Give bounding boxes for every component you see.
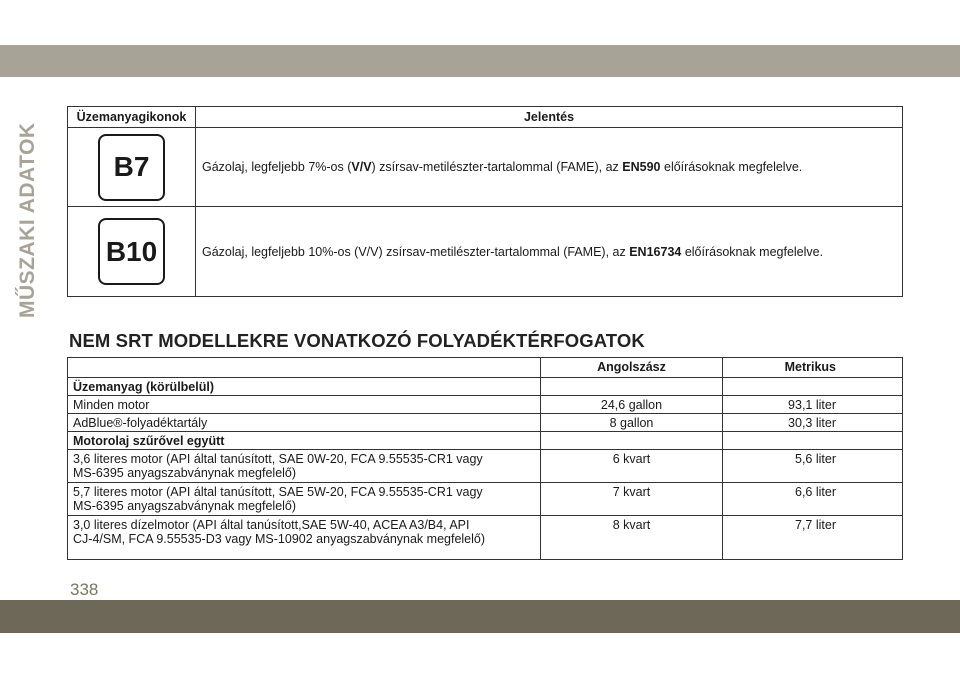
- table-row: 3,0 literes dízelmotor (API által tanúsított,SAE 5W-40, ACEA A3/B4, API CJ-4/SM, FCA 9.55535-D3 vagy MS-10902 anyagszabványnak megfelelő) 8 kvart 7,7 liter: [68, 516, 903, 560]
- page-number: 338: [70, 580, 99, 599]
- fuel-badge-b10: B10: [98, 218, 165, 285]
- table-row: 3,6 literes motor (API által tanúsított, SAE 0W-20, FCA 9.55535-CR1 vagy MS-6395 anyagszabványnak megfelelő) 6 kvart 5,6 liter: [68, 450, 903, 483]
- header-imperial: Angolszász: [541, 358, 723, 378]
- header-meaning: Jelentés: [196, 107, 903, 128]
- fuel-icons-table: [67, 106, 903, 297]
- table-row: AdBlue®-folyadéktartály 8 gallon 30,3 liter: [68, 414, 903, 432]
- table-header-row: [68, 107, 903, 128]
- table-header-row: [68, 358, 903, 378]
- section-side-label: MŰSZAKI ADATOK: [16, 122, 39, 318]
- table-row: [68, 207, 903, 297]
- table-row: [68, 128, 903, 207]
- fuel-meaning-b10: Gázolaj, legfeljebb 10%-os (V/V) zsírsav-metilészter-tartalommal (FAME), az EN16734 előírásoknak megfelelve.: [196, 207, 903, 297]
- table-row: Üzemanyag (körülbelül): [68, 378, 903, 396]
- footer-bar: [0, 600, 960, 633]
- header-bar: [0, 45, 960, 77]
- fluid-capacities-table: [67, 357, 903, 560]
- header-metric: Metrikus: [723, 358, 903, 378]
- fuel-meaning-b7: Gázolaj, legfeljebb 7%-os (V/V) zsírsav-metilészter-tartalommal (FAME), az EN590 előírásoknak megfelelve.: [196, 128, 903, 207]
- header-blank: [68, 358, 541, 378]
- table-row: 5,7 literes motor (API által tanúsított, SAE 5W-20, FCA 9.55535-CR1 vagy MS-6395 anyagszabványnak megfelelő) 7 kvart 6,6 liter: [68, 483, 903, 516]
- table-row: Motorolaj szűrővel együtt: [68, 432, 903, 450]
- table-row: Minden motor 24,6 gallon 93,1 liter: [68, 396, 903, 414]
- fuel-badge-b7: B7: [98, 134, 165, 201]
- section-title: NEM SRT MODELLEKRE VONATKOZÓ FOLYADÉKTÉRFOGATOK: [69, 330, 645, 351]
- header-fuel-icons: Üzemanyagikonok: [68, 107, 196, 128]
